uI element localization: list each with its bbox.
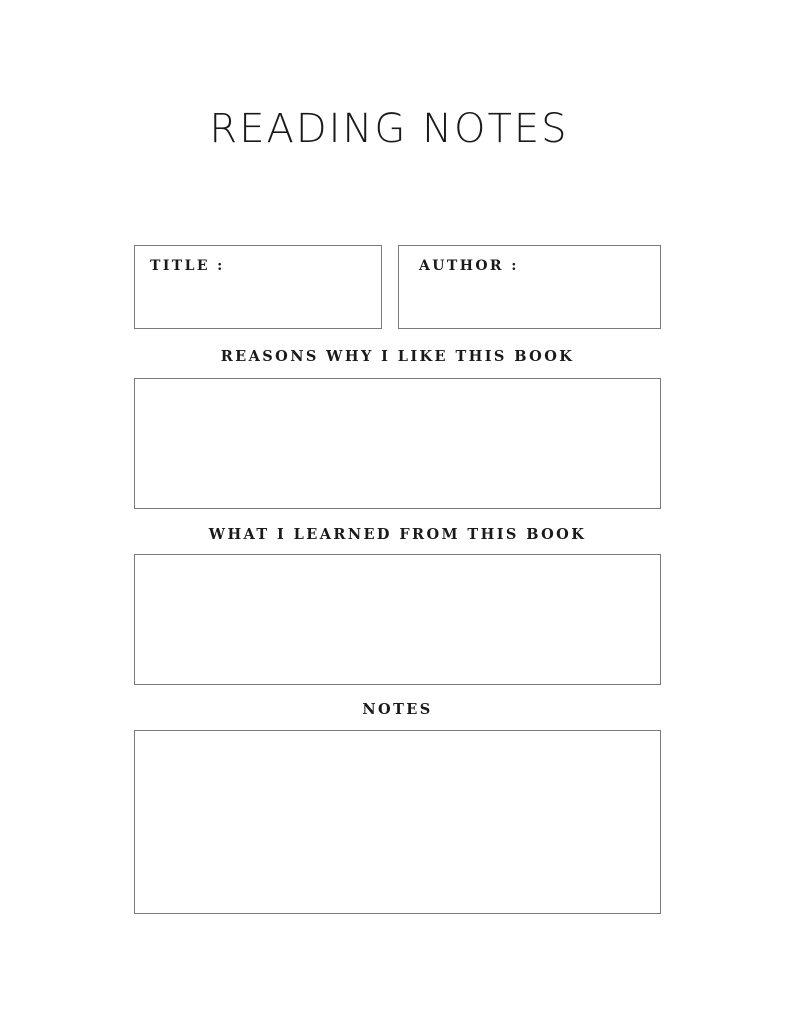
author-field[interactable] (399, 246, 660, 328)
notes-box[interactable] (134, 730, 661, 914)
reasons-box[interactable] (134, 378, 661, 509)
title-box[interactable] (134, 245, 382, 329)
reasons-heading: REASONS WHY I LIKE THIS BOOK (220, 348, 575, 365)
reasons-field[interactable] (135, 379, 660, 508)
author-box[interactable] (398, 245, 661, 329)
learned-field[interactable] (135, 555, 660, 684)
notes-heading: NOTES (362, 701, 433, 718)
title-label: TITLE : (150, 258, 225, 274)
author-label: AUTHOR : (419, 258, 519, 274)
learned-box[interactable] (134, 554, 661, 685)
notes-field[interactable] (135, 731, 660, 913)
page-title: READING NOTES (209, 106, 569, 152)
title-field[interactable] (135, 246, 381, 328)
learned-heading: WHAT I LEARNED FROM THIS BOOK (208, 526, 587, 543)
